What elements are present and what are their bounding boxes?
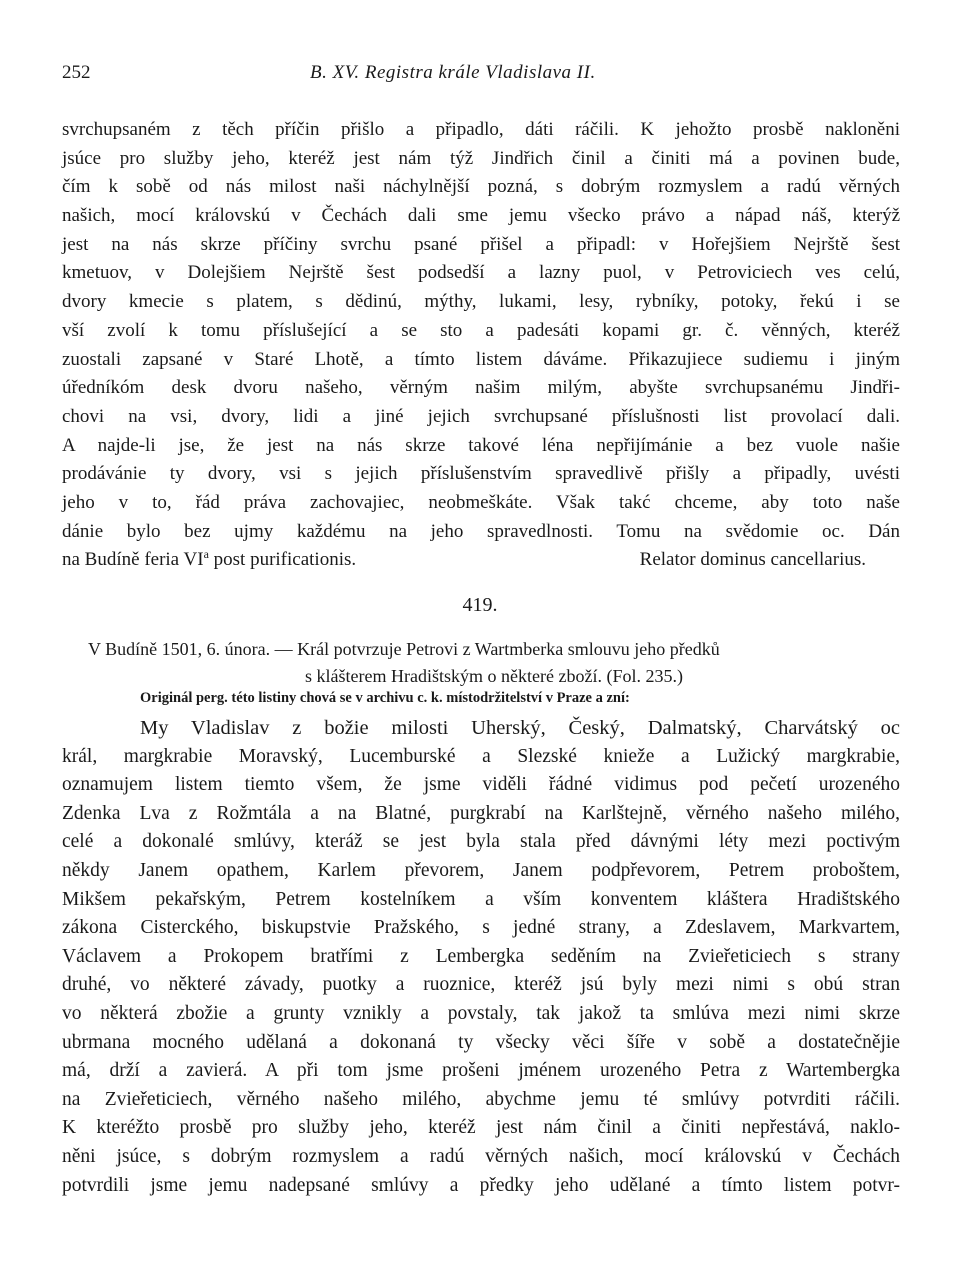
text-line: prodávánie ty dvory, vsi s jejich příslušenstvím spravedlivě přišly a připadly, uvésti bbox=[62, 463, 900, 485]
text-line: někdy Janem opathem, Karlem převorem, Janem podpřevorem, Petrem proboštem, bbox=[62, 859, 900, 881]
regest-line: s klášterem Hradištským o některé zboží. (Fol. 235.) bbox=[305, 666, 683, 686]
text-line: druhé, vo některé závady, puotky a ruoznice, kteréž jsú byly mezi nimi s obú stran bbox=[62, 974, 900, 996]
source-note: Originál perg. této listiny chová se v archivu c. k. místodržitelství v Praze a zní: bbox=[140, 690, 630, 706]
text-line: celé a dokonalé smlúvy, kteráž se jest byla stala před dávnými léty mezi poctivým bbox=[62, 831, 900, 853]
text-line: zuostali zapsané v Staré Lhotě, a tímto listem dáváme. Přikazujiece sudiemu i jiným bbox=[62, 348, 900, 370]
text-line: potvrdili jsme jemu nadepsané smlúvy a předky jeho udělané a tímto listem potvr- bbox=[62, 1174, 900, 1196]
text-line: K kteréžto prosbě pro služby jeho, kteréž jest nám činil a činiti nepřestává, naklo- bbox=[62, 1117, 900, 1139]
text-line: Zdenka Lva z Rožmtála a na Blatné, purgkrabí na Karlštejně, věrného našeho milého, bbox=[62, 802, 900, 824]
text-line: oznamujem listem tiemto všem, že jsme viděli řádné vidimus pod pečetí urozeného bbox=[62, 774, 900, 796]
charter-text bbox=[62, 714, 900, 1200]
text-line: jest na nás skrze příčiny svrchu psané přišel a připadl: v Hořejšiem Nejrště šest bbox=[62, 233, 900, 255]
text-line: našich, mocí královskú v Čechách dali sme jemu všecko právo a nápad náš, kterýž bbox=[62, 205, 900, 227]
text-line: chovi na vsi, dvory, lidi a jiné jejich svrchupsané příslušnosti list provolací dali. bbox=[62, 405, 900, 427]
text-line: zákona Cisterckého, biskupstvie Pražského, s jedné strany, a Zdeslavem, Markvartem, bbox=[62, 917, 900, 939]
text-line: něni jsúce, s dobrým rozmyslem a radú věrných našich, mocí královskú v Čechách bbox=[62, 1145, 900, 1167]
text-line: čím k sobě od nás milost naši náchylnější pozná, s dobrým rozmyslem a radú věrných bbox=[62, 176, 900, 198]
text-line: svrchupsaném z těch příčin přišlo a připadlo, dáti ráčili. K jehožto prosbě nakloněni bbox=[62, 119, 900, 140]
text-line: dánie bylo bez ujmy každému na jeho spravedlnosti. Tomu na svědomie oc. Dán bbox=[62, 520, 900, 542]
regest bbox=[88, 636, 900, 690]
relator-note: Relator dominus cancellarius. bbox=[639, 549, 866, 571]
page-number: 252 bbox=[62, 62, 91, 83]
text-line: král, margkrabie Moravský, Lucemburské a Slezské knieže a Lužický margkrabie, bbox=[62, 745, 900, 767]
running-title: B. XV. Registra krále Vladislava II. bbox=[310, 62, 596, 83]
text-line: Mikšem pekařským, Petrem kostelníkem a vším konventem kláštera Hradištského bbox=[62, 888, 900, 910]
running-head bbox=[62, 62, 900, 92]
text-line: úředníkóm desk dvoru našeho, věrným našim milým, abyšte svrchupsanému Jindři- bbox=[62, 377, 900, 399]
text-line: má, drží a zavierá. A při tom jsme prošeni jménem urozeného Petra z Wartembergka bbox=[62, 1060, 900, 1082]
text-line: vo některá zbožie a grunty vznikly a povstaly, tak jakož ta smlúva mezi nimi skrze bbox=[62, 1002, 900, 1024]
text-line: na Zvieřeticiech, věrného našeho milého, abychme jemu té smlúvy potvrditi ráčili. bbox=[62, 1088, 900, 1110]
text-line: My Vladislav z božie milosti Uherský, Český, Dalmatský, Charvátský oc bbox=[140, 717, 900, 739]
text-line: dvory kmecie s platem, s dědinú, mýthy, lukami, lesy, rybníky, potoky, řekú i se bbox=[62, 291, 900, 313]
regest-line: V Budíně 1501, 6. února. — Král potvrzuje Petrovi z Wartmberka smlouvu jeho předků bbox=[88, 639, 720, 659]
closing-line bbox=[62, 546, 900, 575]
text-line: A najde-li jse, že jest na nás skrze takové léna nepřijímánie a bez vuole našie bbox=[62, 434, 900, 456]
text-line: jsúce pro služby jeho, kteréž jest nám týž Jindřich činil a činiti má a povinen bude, bbox=[62, 147, 900, 169]
document-number: 419. bbox=[462, 594, 498, 616]
text-line: kmetuov, v Dolejšiem Nejrště šest podsedší a lazny puol, v Petroviciech ves celú, bbox=[62, 262, 900, 284]
text-line: ubrmana mocného udělaná a dokonaná ty všecky věci šíře v sobě a dostatečnějie bbox=[62, 1031, 900, 1053]
text-line: Václavem a Prokopem bratřími z Lembergka seděním na Zvieřeticiech s strany bbox=[62, 945, 900, 967]
text-line: jeho v to, řád práva zachovajiec, neobmeškáte. Však takć chceme, aby toto naše bbox=[62, 491, 900, 513]
text-line: vší zvolí k tomu příslušející a se sto a padesáti kopami gr. č. věnných, kteréž bbox=[62, 319, 900, 341]
paragraph-previous-document bbox=[62, 116, 900, 575]
dating-clause: na Budíně feria $VI^a$ post purificationis. bbox=[62, 547, 357, 571]
